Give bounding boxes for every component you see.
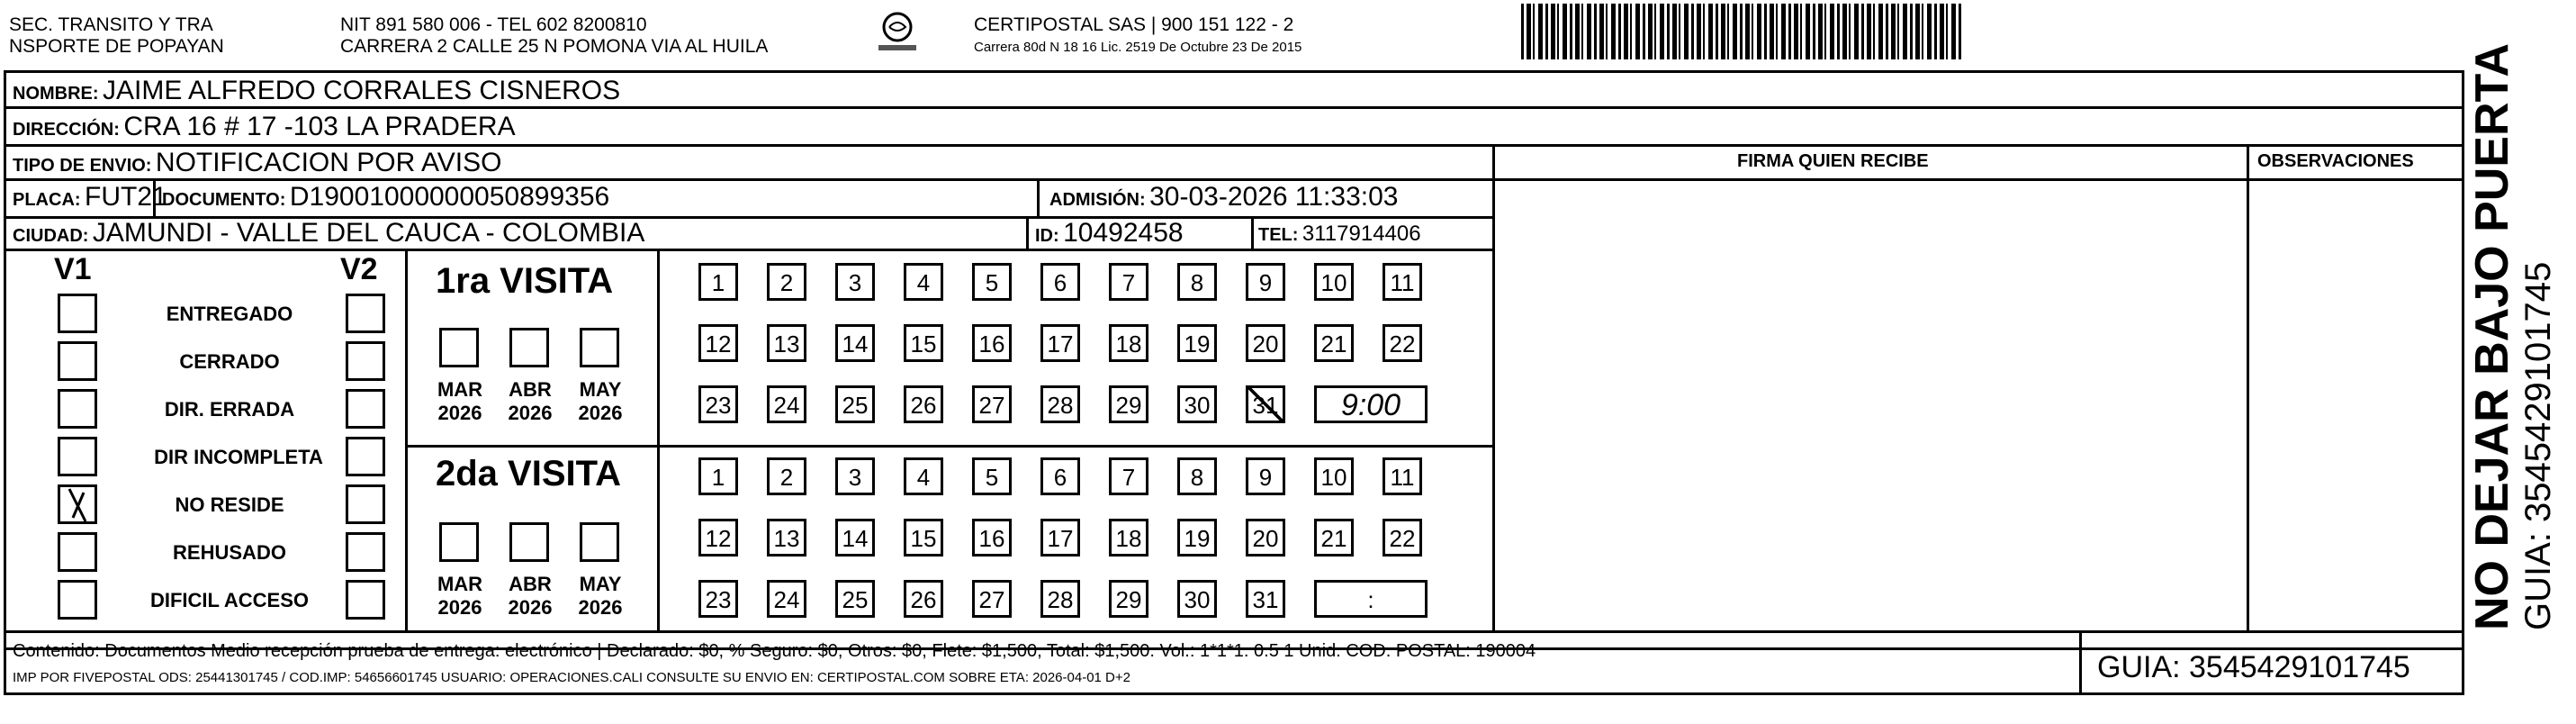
observaciones-divider [2247, 144, 2249, 630]
day-box[interactable]: 20 [1246, 519, 1285, 557]
col-line [1037, 178, 1040, 216]
day-box[interactable]: 22 [1383, 519, 1422, 557]
month-checkbox[interactable] [580, 522, 619, 562]
day-box[interactable]: 7 [1109, 263, 1148, 301]
day-box[interactable]: 10 [1314, 263, 1354, 301]
status-label: ENTREGADO [166, 303, 293, 325]
day-box[interactable]: 9 [1246, 263, 1285, 301]
v1-checkbox[interactable] [58, 341, 97, 381]
v2-checkbox[interactable] [346, 437, 385, 476]
day-box[interactable]: 14 [835, 324, 875, 362]
v2-checkbox[interactable] [346, 580, 385, 620]
day-box[interactable]: 13 [767, 324, 806, 362]
day-box[interactable]: 10 [1314, 457, 1354, 495]
day-box[interactable]: 28 [1040, 580, 1080, 618]
second-visit-time[interactable]: : [1314, 580, 1428, 618]
month-label [499, 573, 562, 620]
day-box[interactable]: 23 [698, 580, 738, 618]
barcode [1521, 4, 1962, 59]
month-year: 2026 [437, 402, 482, 424]
id-field [1035, 218, 1184, 249]
tipo-label: TIPO DE ENVIO: [13, 156, 152, 176]
status-label: CERRADO [179, 350, 280, 373]
day-box[interactable]: 24 [767, 580, 806, 618]
firma-divider [1492, 144, 1495, 630]
sender-line-2: NSPORTE DE POPAYAN [9, 36, 224, 57]
footer-line-1: Contenido: Documentos Medio recepción prueba de entrega: electrónico | Declarado: $0, % Seguro: $0, Otros: $0, Flete: $1,500, Total: $1,500. Vol.: 1*1*1. 0.5 1 Unid. COD. POSTAL: 190004 [13, 641, 1536, 661]
id-label: ID: [1035, 226, 1059, 246]
day-box[interactable]: 26 [904, 385, 943, 423]
day-box[interactable]: 24 [767, 385, 806, 423]
direccion-label: DIRECCIÓN: [13, 120, 120, 140]
admision-value: 30-03-2026 11:33:03 [1149, 182, 1399, 212]
visit-divider [405, 445, 1492, 448]
footer-frame [4, 630, 2464, 695]
row-line [4, 106, 2464, 109]
ciudad-value: JAMUNDI - VALLE DEL CAUCA - COLOMBIA [92, 218, 645, 248]
v2-checkbox[interactable] [346, 294, 385, 333]
month-label [569, 378, 632, 425]
month-label [569, 573, 632, 620]
v1-label: V1 [54, 252, 92, 286]
day-box[interactable]: 5 [972, 263, 1012, 301]
month-checkbox[interactable] [439, 328, 479, 367]
documento-field [162, 182, 609, 213]
day-box[interactable]: 27 [972, 580, 1012, 618]
tel-label: TEL: [1258, 225, 1299, 245]
footer-line-2: IMP POR FIVEPOSTAL ODS: 25441301745 / COD.IMP: 54656601745 USUARIO: OPERACIONES.CALI CONSULTE SU ENVIO EN: CERTIPOSTAL.COM SOBRE ETA: 2026-04-01 D+2 [13, 670, 1130, 685]
day-box[interactable]: 9 [1246, 457, 1285, 495]
month-label [428, 573, 491, 620]
sender-block [9, 14, 224, 58]
placa-value: FUT21 [85, 182, 167, 212]
day-box[interactable]: 26 [904, 580, 943, 618]
nit-line-1: NIT 891 580 006 - TEL 602 8200810 [340, 14, 647, 35]
month-name: MAY [579, 573, 622, 595]
v2-checkbox[interactable] [346, 389, 385, 429]
status-label: REHUSADO [173, 541, 286, 564]
month-year: 2026 [508, 596, 553, 619]
row-line [4, 178, 2464, 181]
placa-label: PLACA: [13, 190, 81, 210]
firma-label: FIRMA QUIEN RECIBE [1737, 151, 1929, 171]
day-box[interactable]: 8 [1177, 457, 1217, 495]
day-box[interactable]: 3 [835, 263, 875, 301]
direccion-row [13, 112, 516, 142]
nombre-value: JAIME ALFREDO CORRALES CISNEROS [103, 76, 621, 105]
id-value: 10492458 [1063, 218, 1184, 248]
day-box[interactable]: 4 [904, 457, 943, 495]
ciudad-field [13, 218, 644, 249]
month-year: 2026 [578, 402, 623, 424]
day-box[interactable]: 30 [1177, 385, 1217, 423]
footer-guia: GUIA: 3545429101745 [2097, 650, 2410, 684]
day-box[interactable]: 21 [1314, 519, 1354, 557]
day-box[interactable]: 29 [1109, 385, 1148, 423]
nombre-label: NOMBRE: [13, 84, 99, 104]
month-name: MAY [579, 378, 622, 401]
status-label: DIR. ERRADA [164, 398, 295, 421]
admision-field [1049, 182, 1398, 213]
observaciones-label: OBSERVACIONES [2257, 151, 2414, 171]
admision-label: ADMISIÓN: [1049, 190, 1146, 210]
status-label: NO RESIDE [175, 493, 284, 516]
tel-value: 3117914406 [1302, 222, 1421, 246]
day-box[interactable]: 27 [972, 385, 1012, 423]
month-year: 2026 [508, 402, 553, 424]
v1-checkbox[interactable] [58, 532, 97, 572]
col-line [1251, 216, 1254, 249]
day-box[interactable]: 17 [1040, 324, 1080, 362]
col-line [405, 249, 408, 630]
direccion-value: CRA 16 # 17 -103 LA PRADERA [123, 112, 516, 141]
month-year: 2026 [437, 596, 482, 619]
day-box[interactable]: 31 [1246, 385, 1285, 423]
day-box[interactable]: 7 [1109, 457, 1148, 495]
day-box[interactable]: 22 [1383, 324, 1422, 362]
side-notice [2466, 42, 2574, 630]
month-label [499, 378, 562, 425]
day-box[interactable]: 18 [1109, 324, 1148, 362]
day-box[interactable]: 31 [1246, 580, 1285, 618]
day-box[interactable]: 12 [698, 324, 738, 362]
day-box[interactable]: 12 [698, 519, 738, 557]
day-box[interactable]: 20 [1246, 324, 1285, 362]
day-box[interactable]: 13 [767, 519, 806, 557]
day-box[interactable]: 19 [1177, 519, 1217, 557]
day-box[interactable]: 23 [698, 385, 738, 423]
second-visit-label: 2da VISITA [436, 454, 621, 493]
ciudad-label: CIUDAD: [13, 226, 89, 246]
v1-checkbox[interactable] [58, 294, 97, 333]
day-box[interactable]: 18 [1109, 519, 1148, 557]
month-label [428, 378, 491, 425]
v2-checkbox[interactable] [346, 532, 385, 572]
col-line [1026, 216, 1029, 249]
status-label: DIFICIL ACCESO [149, 589, 309, 611]
day-box[interactable]: 30 [1177, 580, 1217, 618]
day-box[interactable]: 4 [904, 263, 943, 301]
tel-field [1258, 222, 1421, 247]
carrier-line-1: CERTIPOSTAL SAS | 900 151 122 - 2 [974, 14, 1294, 35]
day-box[interactable]: 5 [972, 457, 1012, 495]
tipo-row [13, 148, 501, 178]
month-name: MAR [437, 573, 483, 595]
day-box[interactable]: 6 [1040, 457, 1080, 495]
v2-checkbox[interactable] [346, 484, 385, 524]
nit-block [340, 14, 768, 58]
side-notice-line-1: NO DEJAR BAJO PUERTA [2466, 42, 2518, 630]
day-box[interactable]: 2 [767, 263, 806, 301]
day-box[interactable]: 11 [1383, 457, 1422, 495]
day-box[interactable]: 3 [835, 457, 875, 495]
month-checkbox[interactable] [580, 328, 619, 367]
side-notice-line-2: GUIA: 3545429101745 [2518, 261, 2558, 630]
row-line [4, 249, 1492, 251]
first-visit-time[interactable]: 9:00 [1314, 385, 1428, 423]
day-box[interactable]: 11 [1383, 263, 1422, 301]
carrier-line-2: Carrera 80d N 18 16 Lic. 2519 De Octubre 23 De 2015 [974, 40, 1302, 55]
day-box[interactable]: 2 [767, 457, 806, 495]
day-box[interactable]: 17 [1040, 519, 1080, 557]
nombre-row [13, 76, 620, 106]
sender-line-1: SEC. TRANSITO Y TRA [9, 14, 213, 35]
day-box[interactable]: 21 [1314, 324, 1354, 362]
day-box[interactable]: 8 [1177, 263, 1217, 301]
month-checkbox[interactable] [509, 328, 549, 367]
month-checkbox[interactable] [439, 522, 479, 562]
day-box[interactable]: 16 [972, 324, 1012, 362]
tipo-value: NOTIFICACION POR AVISO [155, 148, 502, 177]
day-box[interactable]: 25 [835, 385, 875, 423]
nit-line-2: CARRERA 2 CALLE 25 N POMONA VIA AL HUILA [340, 36, 769, 57]
day-box[interactable]: 29 [1109, 580, 1148, 618]
v2-label: V2 [340, 252, 378, 286]
day-box[interactable]: 19 [1177, 324, 1217, 362]
v2-checkbox[interactable] [346, 341, 385, 381]
month-name: MAR [437, 378, 483, 401]
day-box[interactable]: 15 [904, 324, 943, 362]
day-box[interactable]: 6 [1040, 263, 1080, 301]
v1-checkbox[interactable] [58, 389, 97, 429]
documento-label: DOCUMENTO: [162, 190, 286, 210]
month-name: ABR [509, 573, 552, 595]
v1-checkbox[interactable] [58, 484, 97, 524]
day-box[interactable]: 1 [698, 457, 738, 495]
month-name: ABR [509, 378, 552, 401]
placa-field [13, 182, 167, 213]
day-box[interactable]: 16 [972, 519, 1012, 557]
col-line [657, 249, 660, 630]
status-label: DIR INCOMPLETA [154, 446, 323, 468]
day-box[interactable]: 25 [835, 580, 875, 618]
first-visit-label: 1ra VISITA [436, 261, 614, 301]
month-year: 2026 [578, 596, 623, 619]
day-box[interactable]: 14 [835, 519, 875, 557]
documento-value: D19001000000050899356 [289, 182, 610, 212]
day-box[interactable]: 28 [1040, 385, 1080, 423]
row-line [4, 144, 2464, 147]
v1-checkbox[interactable] [58, 580, 97, 620]
v1-checkbox[interactable] [58, 437, 97, 476]
certipostal-logo-icon [873, 11, 922, 54]
month-checkbox[interactable] [509, 522, 549, 562]
carrier-block [974, 14, 1302, 55]
day-box[interactable]: 15 [904, 519, 943, 557]
day-box[interactable]: 1 [698, 263, 738, 301]
